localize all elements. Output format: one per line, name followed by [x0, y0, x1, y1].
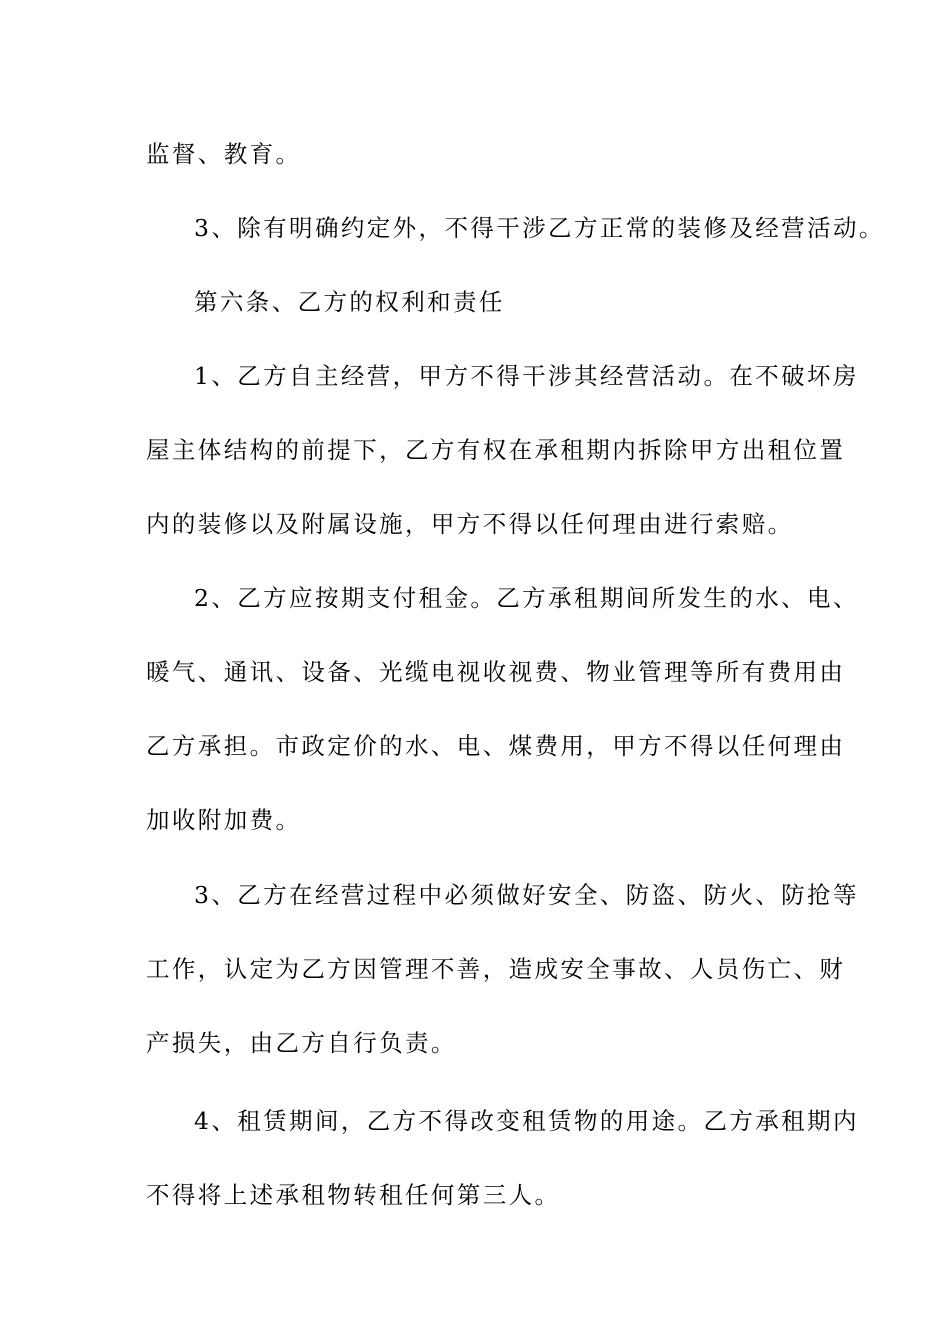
paragraph-line: 乙方承担。市政定价的水、电、煤费用，甲方不得以任何理由: [146, 732, 846, 760]
paragraph-line: 产损失，由乙方自行负责。: [146, 1029, 457, 1057]
paragraph-line: 加收附加费。: [146, 806, 302, 834]
paragraph-line: 监督、教育。: [146, 140, 302, 168]
paragraph-line: 暖气、通讯、设备、光缆电视收视费、物业管理等所有费用由: [146, 658, 846, 686]
clause-item-3-line: 3、乙方在经营过程中必须做好安全、防盗、防火、防抢等: [194, 881, 859, 909]
paragraph-line: 屋主体结构的前提下，乙方有权在承租期内拆除甲方出租位置: [146, 436, 846, 464]
clause-item-3-line: 3、除有明确约定外，不得干涉乙方正常的装修及经营活动。: [194, 214, 885, 242]
article-six-heading: 第六条、乙方的权利和责任: [194, 288, 505, 316]
paragraph-line: 工作，认定为乙方因管理不善，造成安全事故、人员伤亡、财: [146, 955, 846, 983]
paragraph-line: 内的装修以及附属设施，甲方不得以任何理由进行索赔。: [146, 510, 794, 538]
clause-item-1-line: 1、乙方自主经营，甲方不得干涉其经营活动。在不破坏房: [194, 362, 859, 390]
clause-item-4-line: 4、租赁期间，乙方不得改变租赁物的用途。乙方承租期内: [194, 1107, 859, 1135]
paragraph-line: 不得将上述承租物转租任何第三人。: [146, 1181, 561, 1209]
clause-item-2-line: 2、乙方应按期支付租金。乙方承租期间所发生的水、电、: [194, 584, 859, 612]
